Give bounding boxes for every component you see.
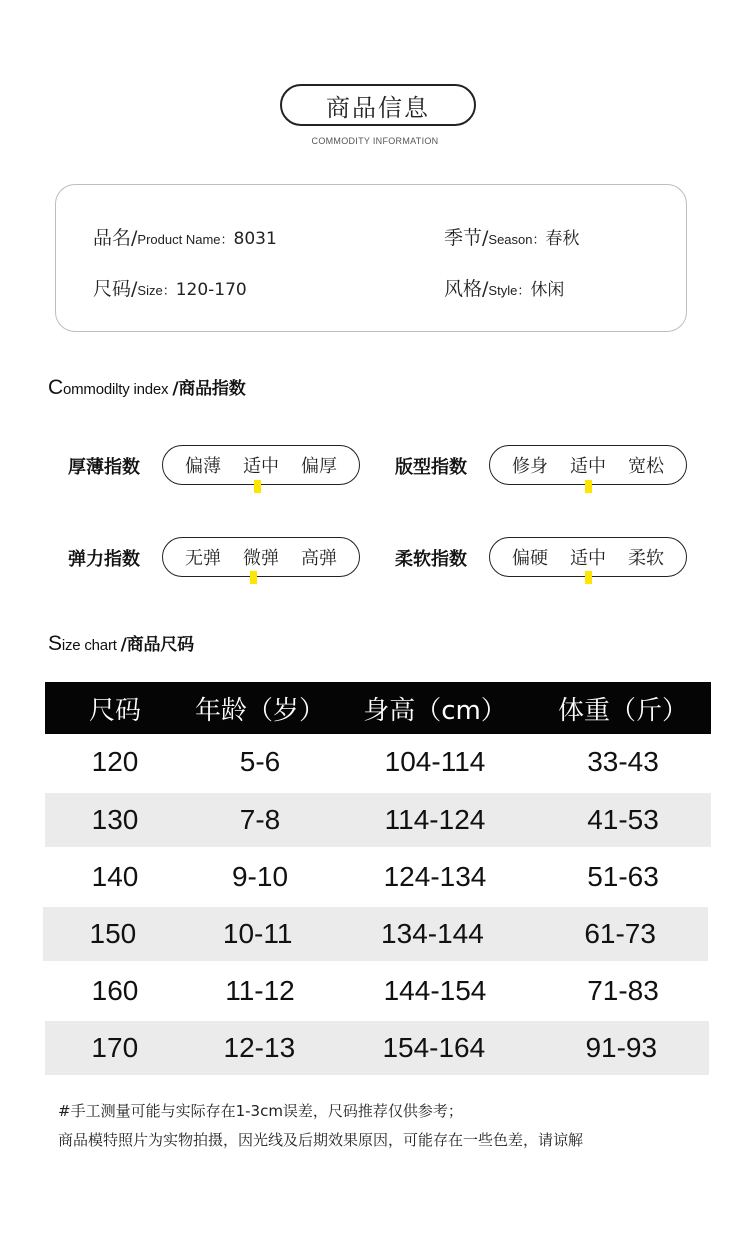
- index-section-title: Commodilty index /商品指数: [48, 376, 246, 399]
- index-label-elasticity: 弹力指数: [68, 549, 140, 570]
- product-info-box: [55, 184, 687, 332]
- page-subtitle: COMMODITY INFORMATION: [311, 136, 439, 146]
- table-header-cell: 尺码: [88, 695, 141, 726]
- table-row: [45, 964, 711, 1018]
- table-cell: 10-11: [222, 918, 293, 949]
- table-row: [43, 907, 708, 961]
- index-option-selected: 适中: [570, 548, 606, 569]
- table-cell: 12-13: [223, 1032, 296, 1063]
- table-cell: 33-43: [587, 746, 659, 777]
- table-header-row: [45, 682, 711, 734]
- table-header-cell: 体重（斤）: [557, 695, 688, 726]
- table-header-cell: 身高（cm）: [363, 695, 507, 726]
- table-cell: 61-73: [584, 918, 656, 949]
- table-cell: 134-144: [381, 918, 484, 949]
- table-cell: 150: [89, 918, 137, 949]
- index-option: 宽松: [628, 456, 664, 477]
- info-season: 季节/Season：春秋: [444, 227, 580, 249]
- table-row: [45, 850, 711, 904]
- table-row: [45, 735, 711, 789]
- index-option: 无弹: [185, 548, 221, 569]
- table-cell: 5-6: [239, 746, 281, 777]
- index-option: 偏硬: [512, 548, 548, 569]
- table-cell: 104-114: [384, 746, 486, 777]
- table-cell: 124-134: [383, 861, 487, 892]
- index-scale-elasticity: [162, 537, 360, 577]
- measurement-note: #手工测量可能与实际存在1-3cm误差，尺码推荐仅供参考；: [58, 1102, 463, 1120]
- table-cell: 140: [91, 861, 139, 892]
- index-label-thickness: 厚薄指数: [68, 457, 140, 478]
- table-cell: 91-93: [585, 1032, 658, 1063]
- index-marker-softness: [585, 571, 592, 584]
- table-cell: 144-154: [383, 975, 487, 1006]
- table-cell: 9-10: [231, 861, 289, 892]
- table-cell: 130: [91, 804, 139, 835]
- table-header-cell: 年龄（岁）: [194, 695, 325, 726]
- size-section-title: Size chart /商品尺码: [48, 632, 194, 655]
- table-cell: 71-83: [587, 975, 659, 1006]
- index-option: 偏薄: [185, 456, 221, 477]
- index-option: 柔软: [628, 548, 664, 569]
- table-cell: 170: [91, 1032, 139, 1063]
- table-cell: 120: [91, 746, 139, 777]
- table-cell: 160: [91, 975, 139, 1006]
- table-cell: 51-63: [587, 861, 659, 892]
- info-size: 尺码/Size：120-170: [93, 278, 247, 300]
- index-label-softness: 柔软指数: [395, 549, 467, 570]
- table-cell: 7-8: [239, 804, 281, 835]
- info-style: 风格/Style：休闲: [444, 278, 565, 300]
- index-option-selected: 微弹: [243, 548, 279, 569]
- index-option: 修身: [512, 456, 548, 477]
- index-option-selected: 适中: [570, 456, 606, 477]
- index-scale-fit: [489, 445, 687, 485]
- table-cell: 11-12: [225, 975, 295, 1006]
- index-option-selected: 适中: [243, 456, 279, 477]
- index-marker-elasticity: [250, 571, 257, 584]
- table-cell: 154-164: [382, 1032, 486, 1063]
- table-row: [45, 1021, 709, 1075]
- info-product-name: 品名/Product Name：8031: [93, 227, 277, 249]
- index-scale-thickness: [162, 445, 360, 485]
- index-option: 高弹: [301, 548, 337, 569]
- page-title: 商品信息: [280, 84, 476, 126]
- color-difference-note: 商品模特照片为实物拍摄，因光线及后期效果原因，可能存在一些色差，请谅解: [58, 1131, 584, 1149]
- index-marker-thickness: [254, 480, 261, 493]
- table-cell: 41-53: [587, 804, 659, 835]
- index-label-fit: 版型指数: [395, 457, 467, 478]
- table-row: [45, 793, 711, 847]
- table-cell: 114-124: [384, 804, 486, 835]
- index-option: 偏厚: [301, 456, 337, 477]
- index-marker-fit: [585, 480, 592, 493]
